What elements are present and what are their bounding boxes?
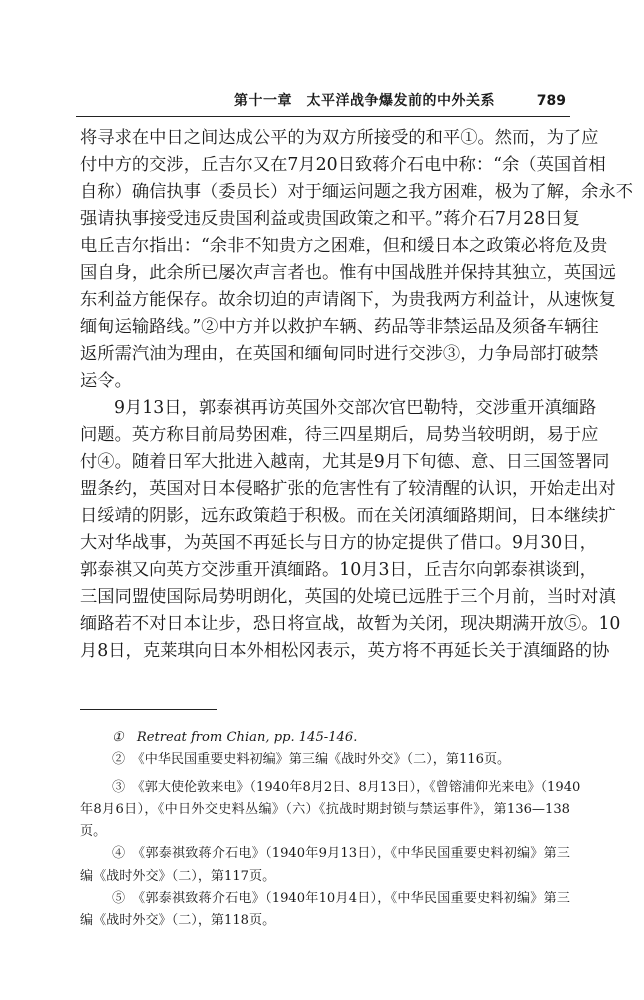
body-line: 国自身，此余所已屡次声言者也。惟有中国战胜并保持其独立，英国远 [80, 263, 616, 283]
body-line: 日绥靖的阴影，远东政策趋于积极。而在关闭滇缅路期间，日本继续扩 [80, 506, 616, 526]
body-text [80, 125, 634, 665]
body-line: 缅甸运输路线。”②中方并以救护车辆、药品等非禁运品及须备车辆往 [80, 317, 599, 337]
body-line: 三国同盟使国际局势明朗化，英国的处境已远胜于三个月前，当时对滇 [80, 587, 616, 607]
body-line: 运令。 [80, 371, 132, 391]
footnote-line: 页。 [80, 824, 107, 840]
body-line: 问题。英方称目前局势困难，待三四星期后，局势当较明朗，易于应 [80, 425, 599, 445]
footnote-separator [80, 709, 217, 710]
footnote [80, 749, 570, 776]
footnote [80, 777, 581, 844]
footnote [80, 843, 570, 888]
body-line: 盟条约，英国对日本侵略扩张的危害性有了较清醒的认识，开始走出对 [80, 479, 616, 499]
footnote-line: 编《战时外交》（二），第118页。 [80, 913, 276, 929]
footnote-line: ② 《中华民国重要史料初编》第三编《战时外交》（二），第116页。 [112, 752, 511, 768]
body-line: 付中方的交涉，丘吉尔又在7月20日致蒋介石电中称：“余（英国首相 [80, 155, 606, 175]
body-line: 东利益方能保存。故余切迫的声请阁下，为贵我两方利益计，从速恢复 [80, 290, 616, 310]
body-line: 返所需汽油为理由，在英国和缅甸同时进行交涉③，力争局部打破禁 [80, 344, 599, 364]
body-line: 月8日，克莱琪向日本外相松冈表示，英方将不再延长关于滇缅路的协 [80, 641, 610, 661]
body-line: 付④。随着日军大批进入越南，尤其是9月下旬德、意、日三国签署同 [80, 452, 610, 472]
body-line: 强请执事接受违反贵国利益或贵国政策之和平。”蒋介石7月28日复 [80, 209, 580, 229]
footnote-line: ① Retreat from Chian, pp. 145-146. [112, 730, 358, 745]
running-head [76, 92, 570, 117]
footnote-line: 编《战时外交》（二），第117页。 [80, 868, 276, 884]
footnote [80, 727, 570, 749]
body-line: 自称）确信执事（委员长）对于缅运问题之我方困难，极为了解，余永不 [80, 182, 634, 202]
body-paragraph [80, 125, 634, 395]
body-line: 大对华战事，为英国不再延长与日方的协定提供了借口。9月30日， [80, 533, 597, 553]
footnote-line: ④ 《郭泰祺致蒋介石电》（1940年9月13日），《中华民国重要史料初编》第三 [112, 846, 570, 862]
page-number: 789 [536, 93, 566, 109]
body-line: 9月13日，郭泰祺再访英国外交部次官巴勒特，交涉重开滇缅路 [114, 398, 597, 418]
footnotes [80, 727, 581, 933]
body-line: 缅路若不对日本让步，恐日将宣战，故暂为关闭，现决期满开放⑤。10 [80, 614, 621, 634]
body-line: 将寻求在中日之间达成公平的为双方所接受的和平①。然而，为了应 [80, 128, 599, 148]
running-title: 第十一章 太平洋战争爆发前的中外关系 [234, 93, 495, 109]
body-line: 郭泰祺又向英方交涉重开滇缅路。10月3日，丘吉尔向郭泰祺谈到， [80, 560, 597, 580]
body-line: 电丘吉尔指出：“余非不知贵方之困难，但和缓日本之政策必将危及贵 [80, 236, 608, 256]
footnote-line: ⑤ 《郭泰祺致蒋介石电》（1940年10月4日），《中华民国重要史料初编》第三 [112, 891, 570, 907]
footnote-line: 年8月6日），《中日外交史料丛编》（六）《抗战时期封锁与禁运事件》，第136—138 [80, 801, 570, 817]
body-paragraph [80, 395, 621, 665]
footnote-line: ③ 《郭大使伦敦来电》（1940年8月2日、8月13日），《曾镕浦仰光来电》（1940 [112, 779, 581, 795]
footnote [80, 888, 570, 933]
